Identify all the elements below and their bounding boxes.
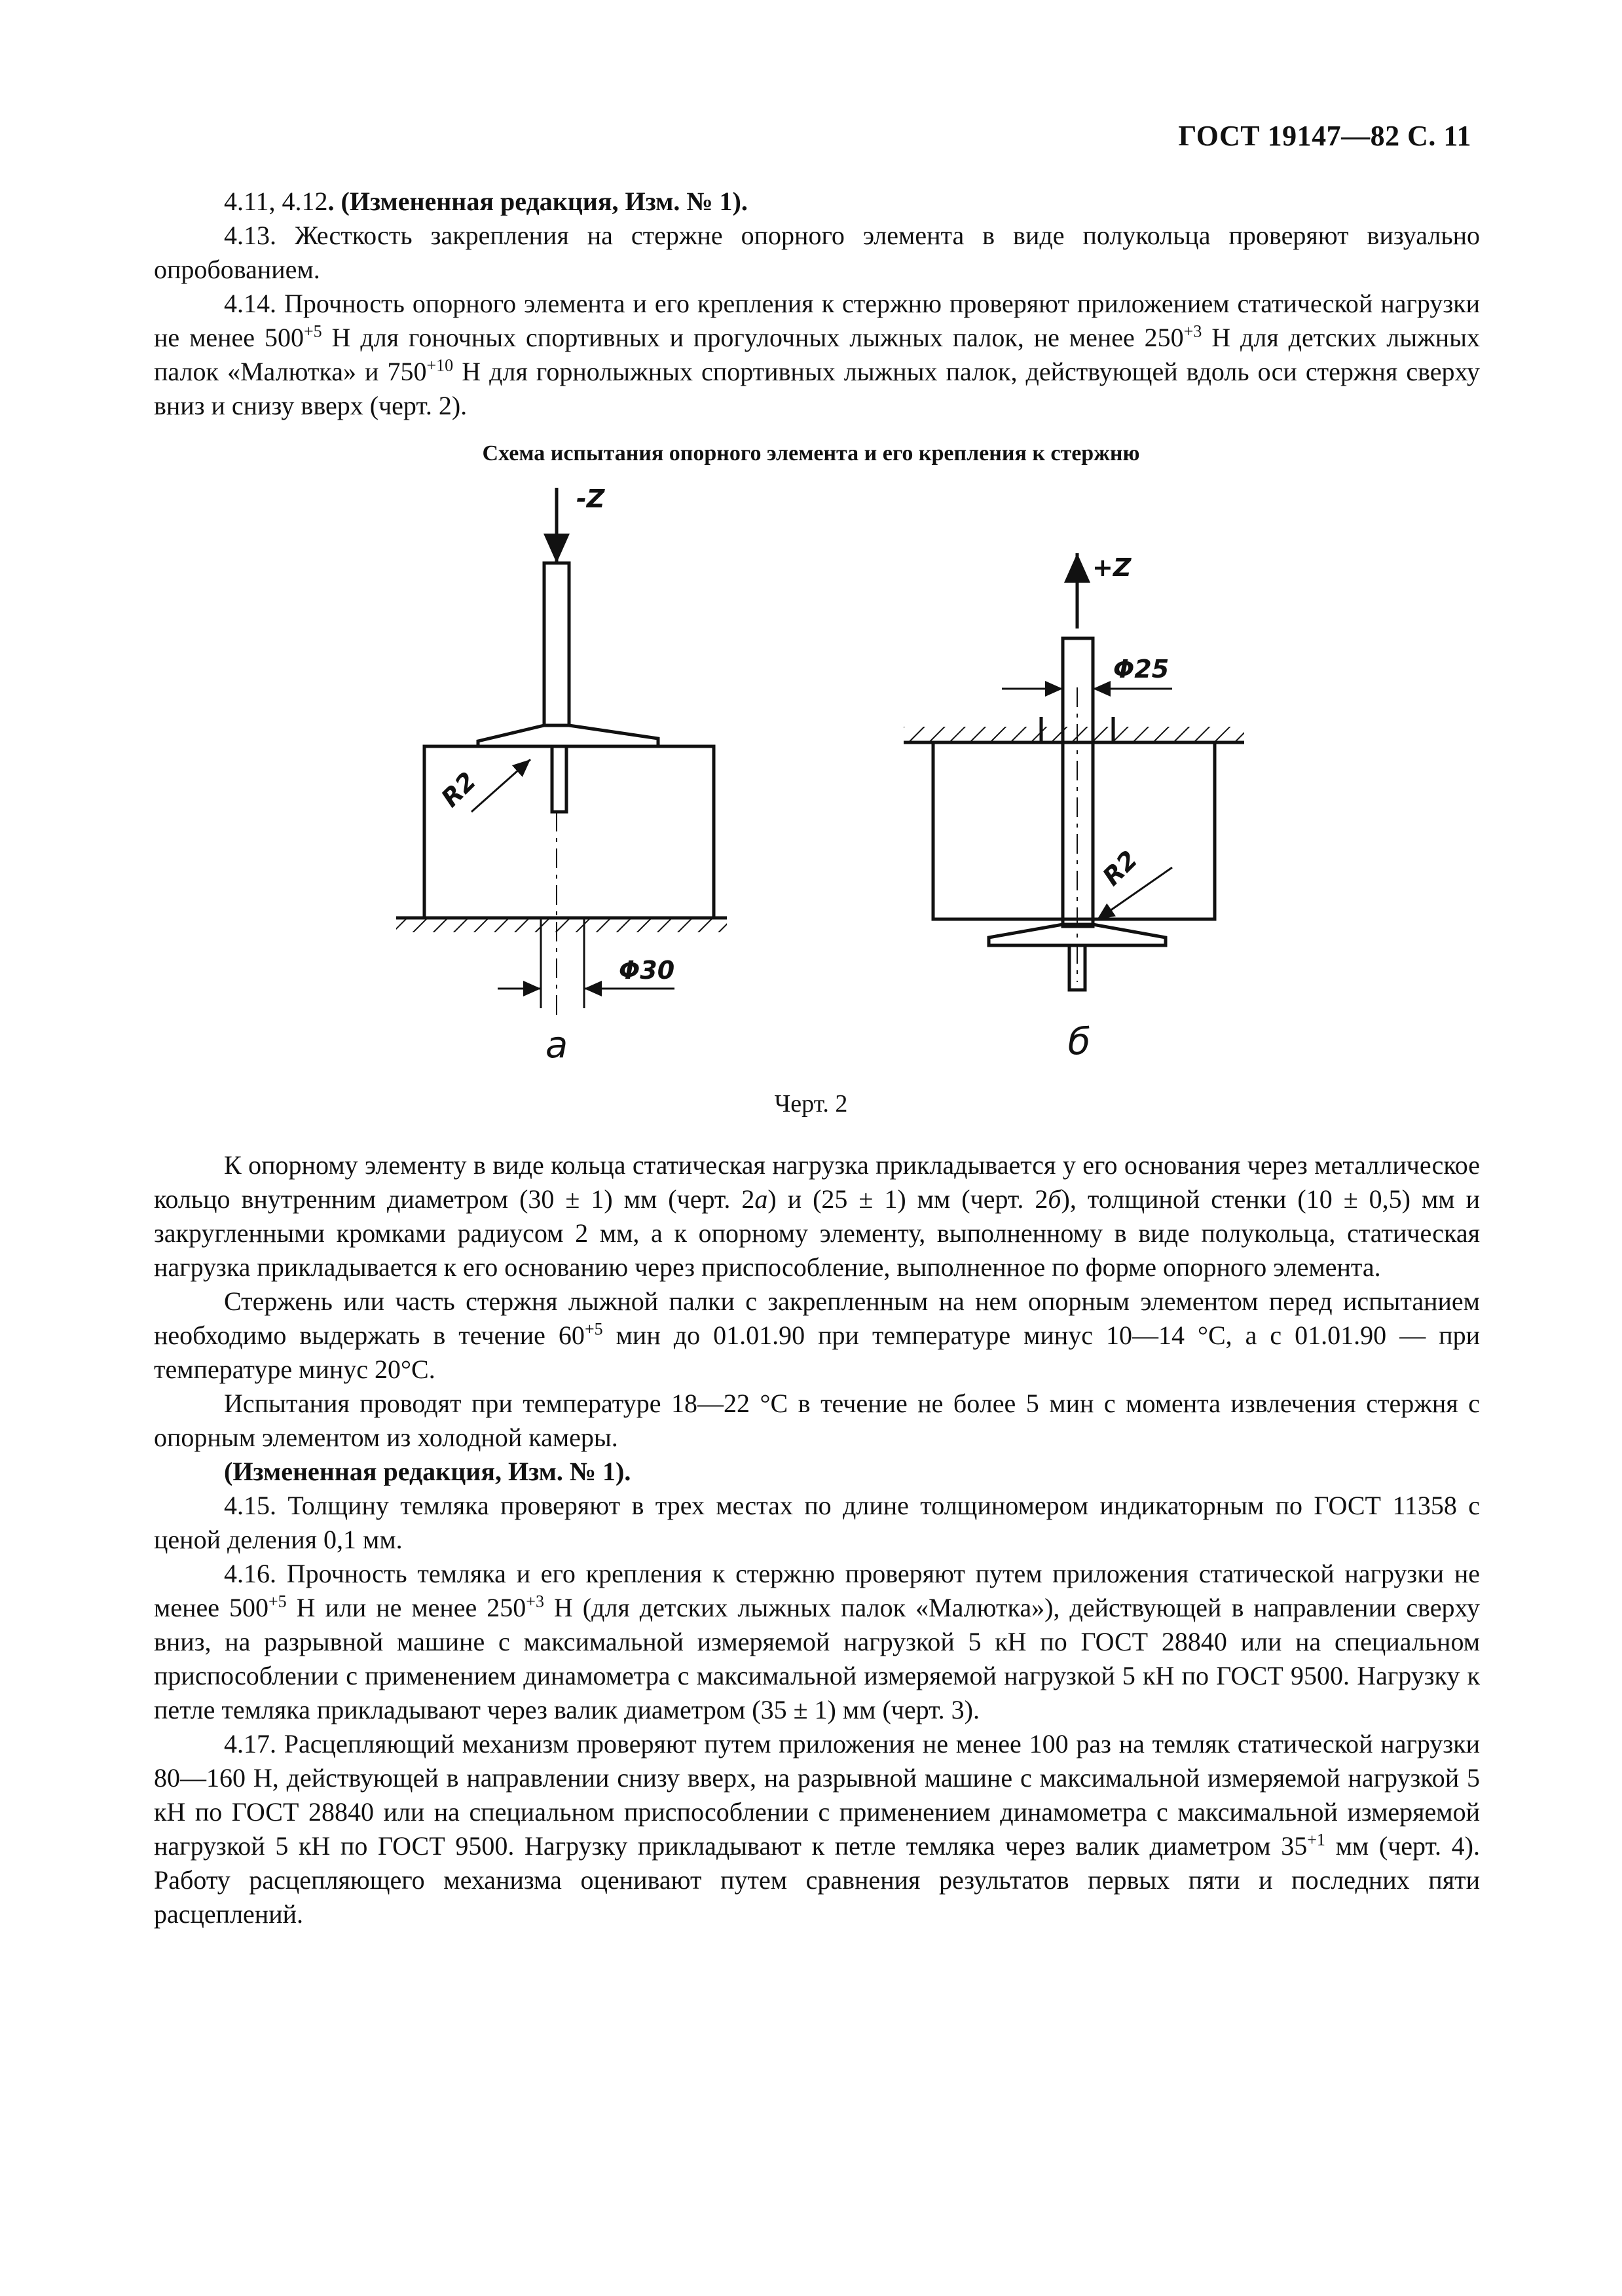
stick-tip-a bbox=[552, 746, 566, 812]
sublabel-b: б bbox=[1067, 1021, 1091, 1063]
page-header: ГОСТ 19147—82 С. 11 bbox=[1178, 120, 1471, 152]
paragraph-conditioning bbox=[154, 1285, 1480, 1387]
ground-hatch-a bbox=[396, 918, 727, 932]
text-run: Н или не менее 250 bbox=[286, 1593, 526, 1622]
paragraph-test-temp: Испытания проводят при температуре 18—22 °С в течение не более 5 мин с момента извлечения стержня с опорным элементом из холодной камеры. bbox=[154, 1389, 1480, 1452]
tolerance-sup: +1 bbox=[1307, 1830, 1325, 1850]
figure-title: Схема испытания опорного элемента и его крепления к стержню bbox=[482, 441, 1140, 465]
text-run: 4.16. Прочность темляка и его крепления к стержню проверяют путем приложения статической нагрузки не менее 500 bbox=[154, 1559, 1480, 1622]
paragraph-4-13: 4.13. Жесткость закрепления на стержне опорного элемента в виде полукольца проверяют визуально опробованием. bbox=[154, 221, 1480, 284]
text-run: ) и (25 ± 1) мм (черт. 2 bbox=[767, 1184, 1048, 1214]
tolerance-sup: +5 bbox=[268, 1592, 287, 1611]
tolerance-sup: +10 bbox=[426, 355, 454, 375]
diameter-label-b: Φ25 bbox=[1113, 655, 1170, 683]
paragraph-4-15: 4.15. Толщину темляка проверяют в трех местах по длине толщиномером индикаторным по ГОСТ 11358 с ценой деления 0,1 мм. bbox=[154, 1491, 1480, 1554]
text-run: К опорному элементу в виде кольца статическая нагрузка прикладывается у его основания через металлическое кольцо внутренним диаметром (30 ± 1) мм (черт. 2 bbox=[154, 1150, 1480, 1214]
radius-label-a: R2 bbox=[435, 766, 482, 813]
tolerance-sup: +3 bbox=[1183, 321, 1202, 341]
sublabel-a: а bbox=[545, 1024, 568, 1066]
figure-caption: Черт. 2 bbox=[774, 1090, 848, 1118]
text-run: Н для детских лыжных палок «Малютка» и 750 bbox=[154, 323, 1480, 386]
top-plate-hatch-b bbox=[904, 727, 1244, 742]
figure-ref-b: б bbox=[1048, 1184, 1061, 1214]
force-label-a: -Z bbox=[576, 484, 605, 513]
text-run: ), толщиной стенки (10 ± 0,5) мм и закругленными кромками радиусом 2 мм, а к опорному элементу, выполненному в виде полукольца, статическая нагрузка прикладывается к его основанию через приспособление, выполненное по форме опорного элемента. bbox=[154, 1184, 1481, 1282]
paragraph-ring-load bbox=[154, 1148, 1480, 1285]
stick-a bbox=[544, 563, 569, 725]
text-run: 4.17. Расцепляющий механизм проверяют путем приложения не менее 100 раз на темляк статической нагрузки 80—160 Н, действующей в направлении снизу вверх, на разрывной машине с максимальной измеряемой нагрузкой 5 кН по ГОСТ 28840 или на специальном приспособлении с применением динамометра с максимальной измеряемой нагрузкой 5 кН по ГОСТ 9500. Нагрузку прикладывают к петле темляка через валик диаметром 35 bbox=[154, 1729, 1480, 1861]
edit-note: (Измененная редакция, Изм. № 1). bbox=[224, 1457, 631, 1486]
text-run: мин до 01.01.90 при температуре минус 10—14 °С, а с 01.01.90 — при температуре минус 20°С. bbox=[154, 1321, 1481, 1384]
section-text-bottom bbox=[154, 1148, 1480, 1931]
text-run: Н для горнолыжных спортивных лыжных палок, действующей вдоль оси стержня сверху вниз и снизу вверх (черт. 2). bbox=[154, 357, 1480, 420]
text-run: Н (для детских лыжных палок «Малютка»), действующей в направлении сверху вниз, на разрывной машине с максимальной измеряемой нагрузкой 5 кН по ГОСТ 28840 или на специальном приспособлении с применением динамометра с максимальной измеряемой нагрузкой 5 кН по ГОСТ 9500. Нагрузку к петле темляка прикладывают через валик диаметром (35 ± 1) мм (черт. 3). bbox=[154, 1593, 1480, 1724]
tolerance-sup: +5 bbox=[584, 1319, 603, 1339]
diameter-label-a: Φ30 bbox=[619, 956, 675, 985]
ring-fixture-a bbox=[424, 746, 714, 918]
drawing-a bbox=[396, 484, 727, 1066]
clause-number: 4.11, 4.12 bbox=[224, 187, 328, 216]
ring-fixture-b bbox=[933, 742, 1215, 919]
tolerance-sup: +3 bbox=[526, 1592, 544, 1611]
drawing-b bbox=[904, 553, 1244, 1063]
tolerance-sup: +5 bbox=[303, 321, 322, 341]
text-run: 4.14. Прочность опорного элемента и его крепления к стержню проверяют приложением статической нагрузки не менее 500 bbox=[154, 289, 1480, 352]
support-disc-a bbox=[478, 725, 658, 746]
force-label-b: +Z bbox=[1092, 553, 1132, 582]
paragraph-edit-note bbox=[154, 1455, 1480, 1489]
text-run: мм (черт. 4). Работу расцепляющего механизма оценивают путем сравнения результатов первых пяти и последних пяти расцеплений. bbox=[154, 1831, 1480, 1929]
edit-note: . (Измененная редакция, Изм. № 1). bbox=[327, 187, 748, 216]
paragraph-4-17 bbox=[154, 1727, 1480, 1931]
text-run: Н для гоночных спортивных и прогулочных лыжных палок, не менее 250 bbox=[322, 323, 1184, 352]
radius-label-b: R2 bbox=[1097, 845, 1143, 892]
paragraph-4-16 bbox=[154, 1557, 1480, 1727]
figure-ref-a: а bbox=[754, 1184, 768, 1214]
text-run: Стержень или часть стержня лыжной палки с закрепленным на нем опорным элементом перед испытанием необходимо выдержать в течение 60 bbox=[154, 1286, 1480, 1350]
